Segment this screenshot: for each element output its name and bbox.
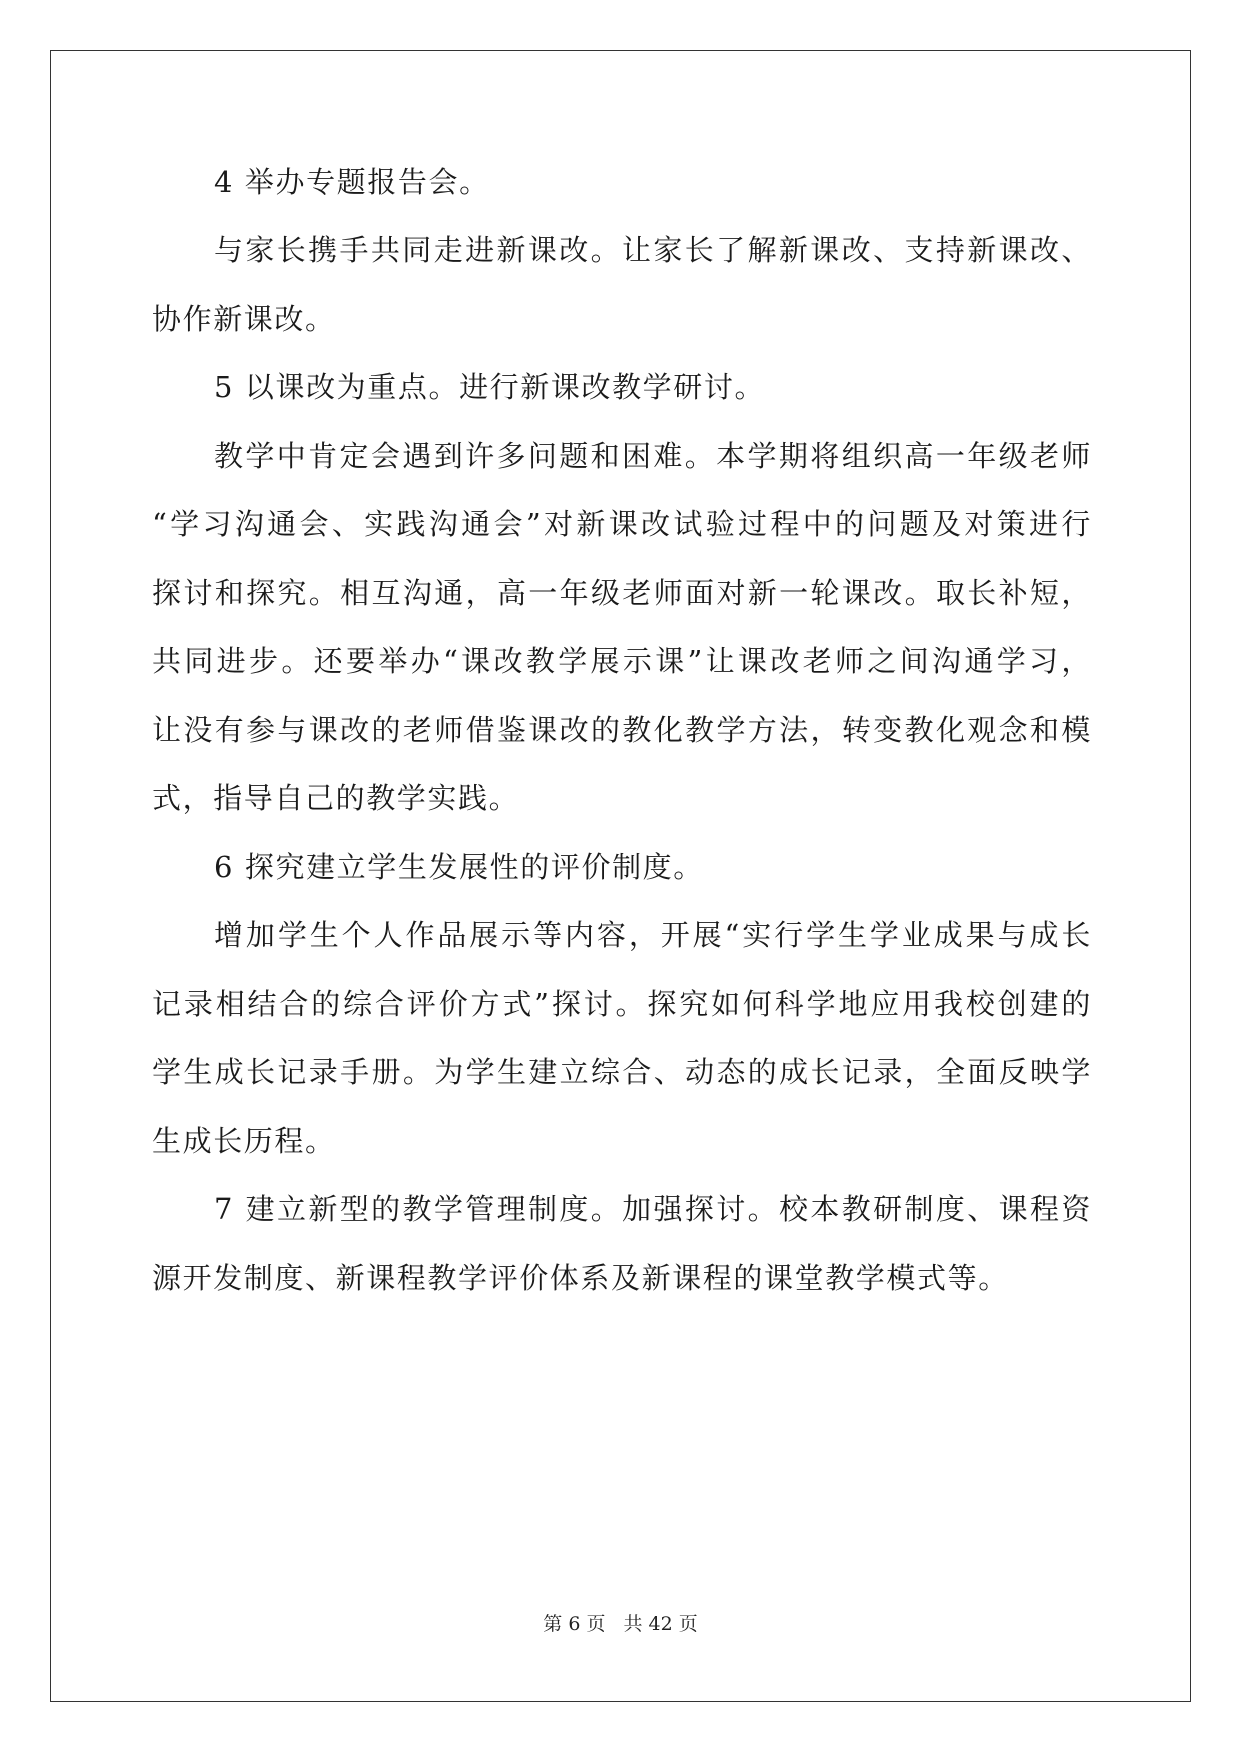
- paragraph-line: 共同进步。还要举办“课改教学展示课”让课改老师之间沟通学习，: [152, 644, 1092, 678]
- page-number: 第 6 页: [543, 1613, 606, 1635]
- paragraph-line: 让没有参与课改的老师借鉴课改的教化教学方法，转变教化观念和模: [152, 713, 1092, 747]
- heading-item-7: 7 建立新型的教学管理制度。加强探讨。校本教研制度、课程资: [214, 1192, 1092, 1226]
- paragraph-line: 与家长携手共同走进新课改。让家长了解新课改、支持新课改、: [214, 233, 1092, 267]
- page-total: 共 42 页: [623, 1613, 698, 1635]
- heading-item-4: 4 举办专题报告会。: [214, 165, 490, 199]
- heading-item-6: 6 探究建立学生发展性的评价制度。: [214, 850, 704, 884]
- heading-item-5: 5 以课改为重点。进行新课改教学研讨。: [214, 370, 766, 404]
- paragraph-line: 源开发制度、新课程教学评价体系及新课程的课堂教学模式等。: [152, 1261, 1009, 1295]
- paragraph-line: 教学中肯定会遇到许多问题和困难。本学期将组织高一年级老师: [214, 439, 1092, 473]
- paragraph-line: 记录相结合的综合评价方式”探讨。探究如何科学地应用我校创建的: [152, 987, 1092, 1021]
- paragraph-line: 协作新课改。: [152, 302, 336, 336]
- paragraph-line: “学习沟通会、实践沟通会”对新课改试验过程中的问题及对策进行: [152, 507, 1092, 541]
- paragraph-line: 增加学生个人作品展示等内容，开展“实行学生学业成果与成长: [214, 918, 1092, 952]
- paragraph-line: 式，指导自己的教学实践。: [152, 781, 520, 815]
- paragraph-line: 生成长历程。: [152, 1124, 336, 1158]
- page-footer: [0, 1612, 1241, 1636]
- paragraph-line: 学生成长记录手册。为学生建立综合、动态的成长记录，全面反映学: [152, 1055, 1092, 1089]
- paragraph-line: 探讨和探究。相互沟通，高一年级老师面对新一轮课改。取长补短，: [152, 576, 1092, 610]
